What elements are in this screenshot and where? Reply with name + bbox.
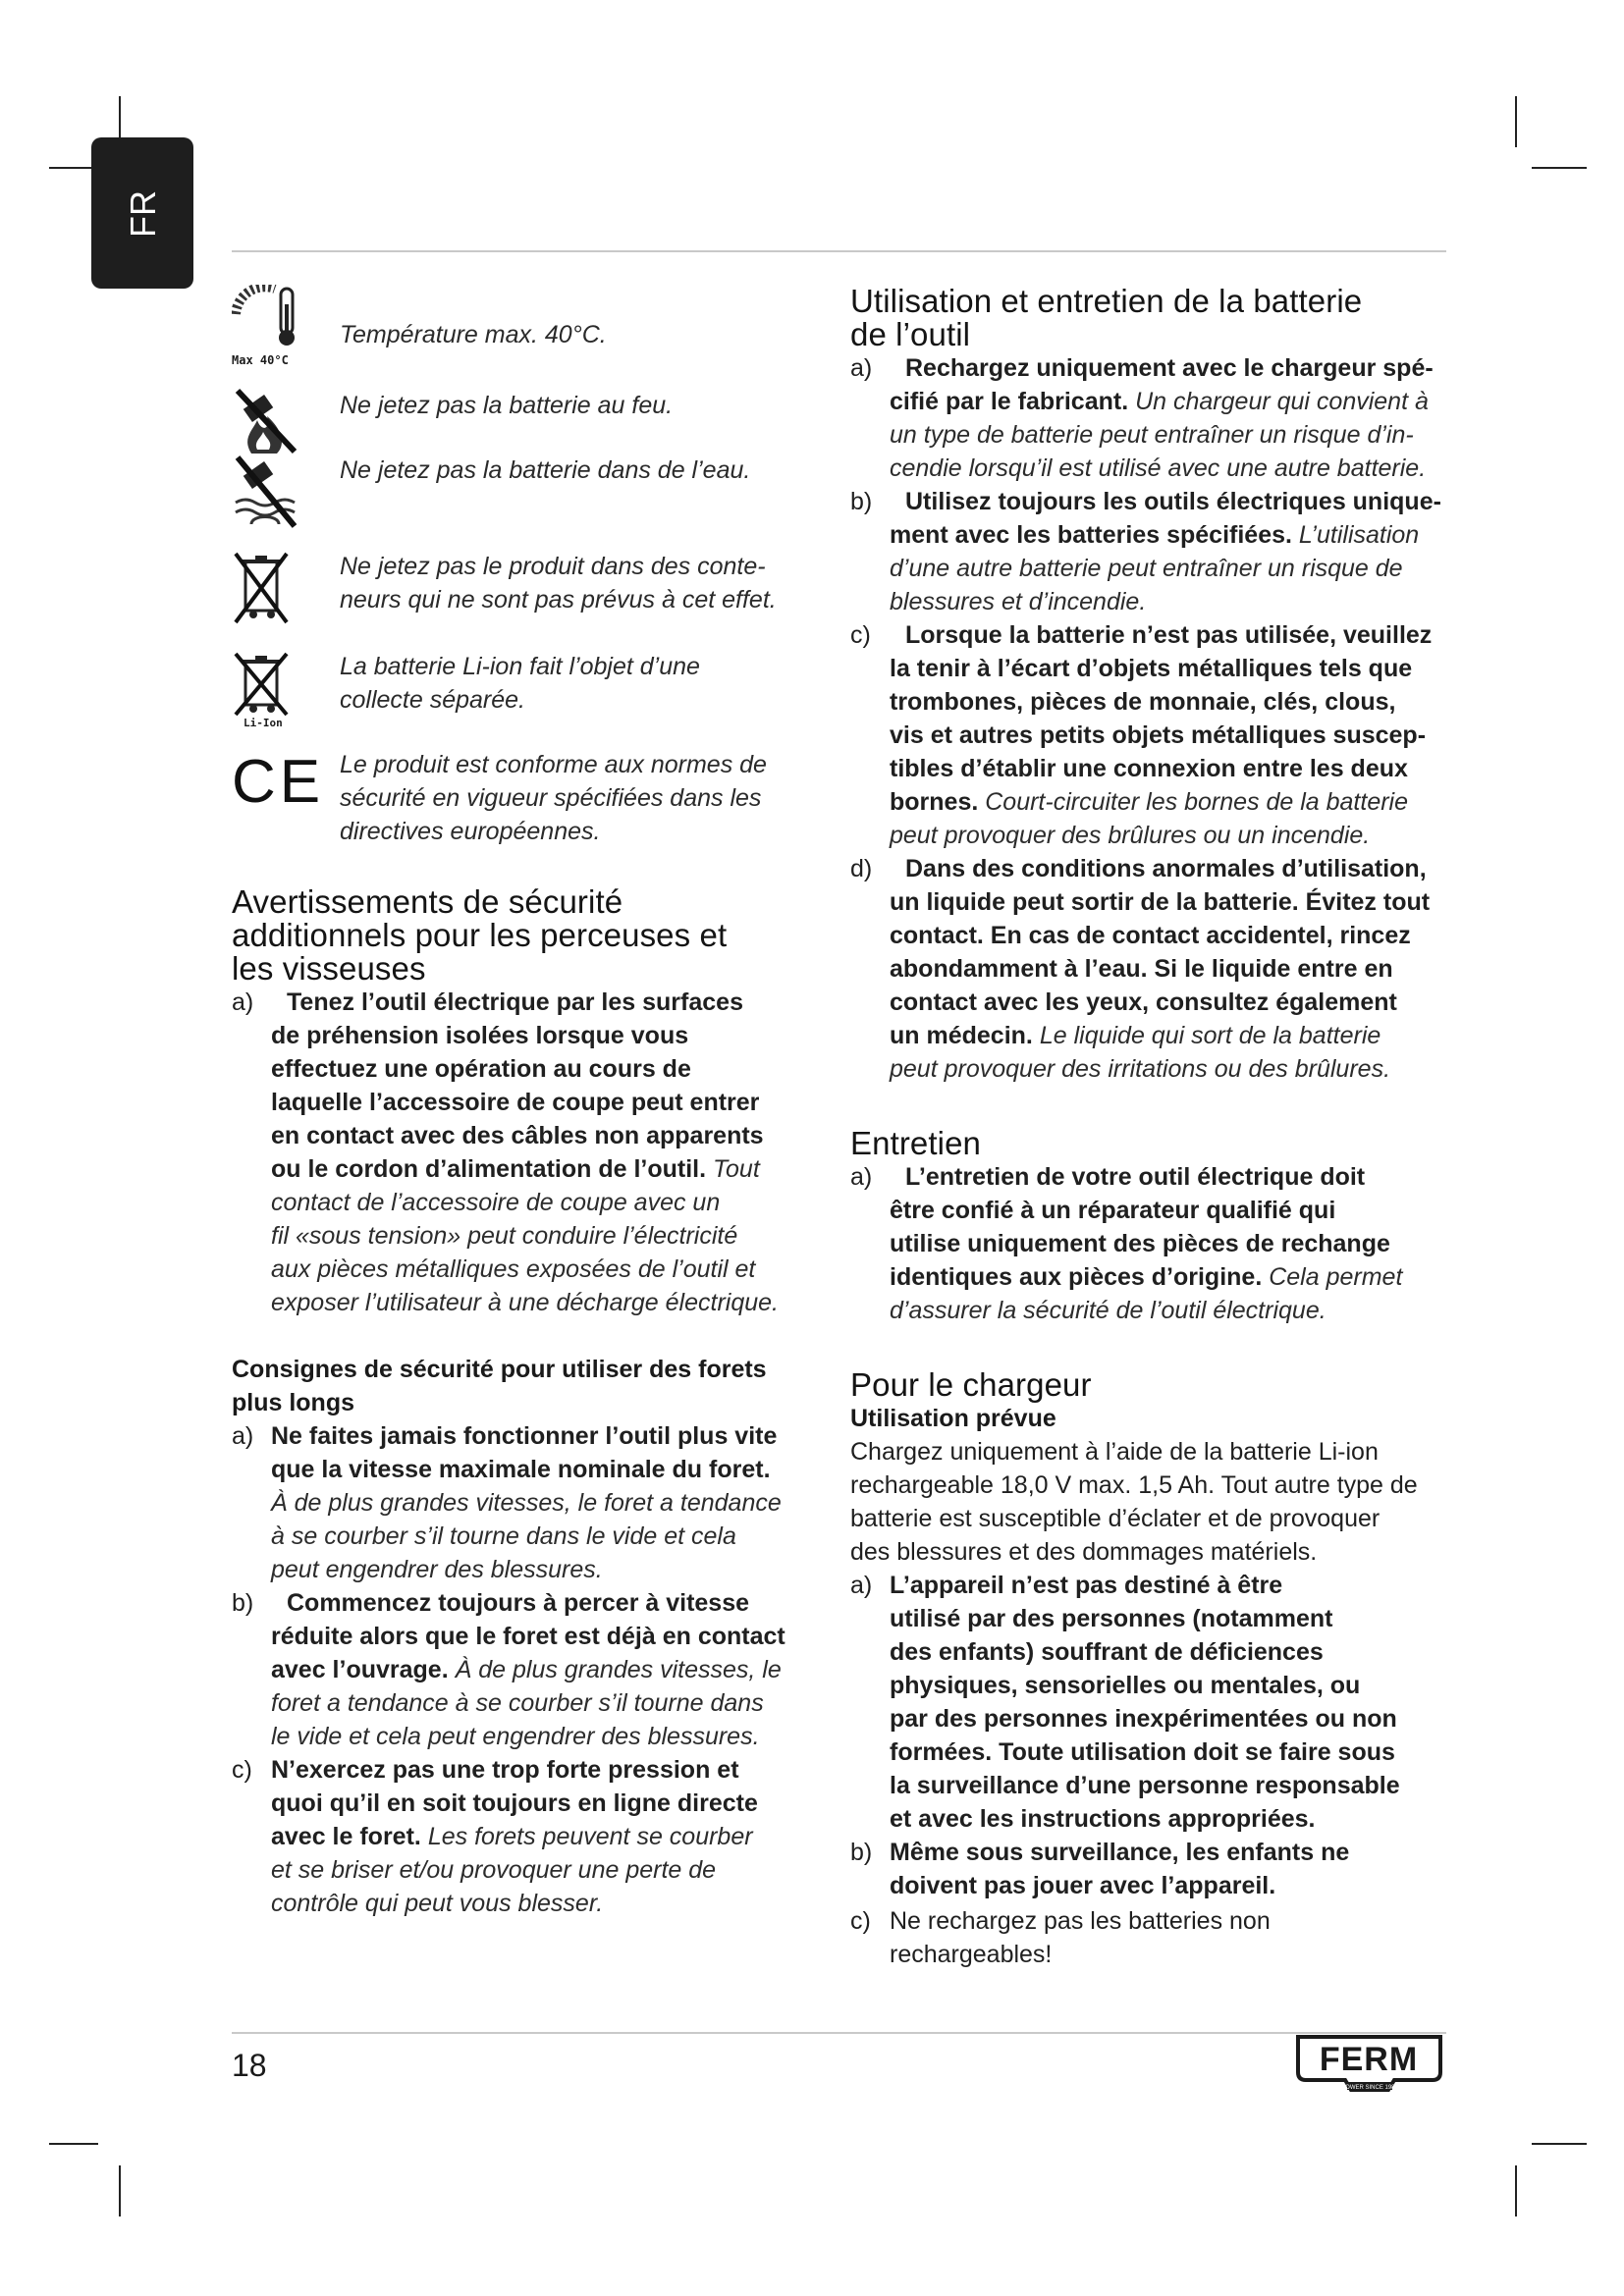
safety-item: a) Tenez l’outil électrique par les surfaces de préhension isolées lorsque vous effectuez une opération au cours de laquelle l’accessoire de coupe peut entrer en contact avec des câbles non apparents ou le cordon d’alimentation de l’outil. Tout contact de l’accessoire de coupe avec un fil «sous tension» peut conduire l’électricité aux pièces métalliques exposées de l’outil et exposer l’utilisateur à une décharge électrique.: [232, 988, 779, 1316]
drill-item: c) N’exercez pas une trop forte pression et quoi qu’il en soit toujours en ligne directe avec le foret. Les forets peuvent se courber et se briser et/ou provoquer une perte de contrôle qui peut vous blesser.: [232, 1756, 758, 1917]
language-code: FR: [123, 190, 163, 238]
crop-mark: [1515, 96, 1517, 147]
no-water-icon: [232, 454, 340, 524]
symbol-row: [232, 548, 831, 650]
battery-item: d) Dans des conditions anormales d’utilisation, un liquide peut sortir de la batterie. Évitez tout contact. En cas de contact accidentel, rincez abondamment à l’eau. Si le liquide entre en contact avec les yeux, consultez également un médecin. Le liquide qui sort de la batterie peut provoquer des irritations ou des brûlures.: [850, 855, 1431, 1083]
symbol-text: Ne jetez pas le produit dans des conte- neurs qui ne sont pas prévus à cet effet.: [340, 553, 777, 614]
symbol-row: [232, 650, 831, 748]
thermometer-icon: [232, 285, 340, 367]
section-title-safety: Avertissements de sécurité additionnels pour les perceuses et les visseuses: [232, 883, 728, 987]
crop-mark: [1515, 2165, 1517, 2216]
no-fire-icon: [232, 387, 340, 457]
page-number: 18: [232, 2048, 267, 2083]
symbol-text: Le produit est conforme aux normes de sécurité en vigueur spécifiées dans les directives européennes.: [340, 751, 767, 845]
crop-mark: [119, 2165, 121, 2216]
symbol-row: [232, 387, 831, 454]
ce-mark-text: CE: [232, 748, 325, 816]
symbol-row: [232, 454, 831, 548]
ferm-logo: [1292, 2033, 1446, 2098]
section-title-charger: Pour le chargeur: [850, 1366, 1092, 1403]
ce-mark-icon: [232, 748, 340, 819]
symbol-text: Ne jetez pas la batterie au feu.: [340, 392, 674, 419]
drill-item: a) Ne faites jamais fonctionner l’outil plus vite que la vitesse maximale nominale du foret. À de plus grandes vitesses, le foret a tendance à se courber s’il tourne dans le vide et cela peut engendrer des blessures.: [232, 1422, 782, 1583]
crop-mark: [1532, 167, 1587, 169]
charger-item: c) Ne rechargez pas les batteries non rechargeables!: [850, 1907, 1271, 1968]
charger-item: b) Même sous surveillance, les enfants ne doivent pas jouer avec l’appareil.: [850, 1839, 1350, 1899]
crop-mark: [1532, 2143, 1587, 2145]
li-ion-label: Li-Ion: [244, 717, 283, 729]
language-tab: [91, 137, 193, 289]
maintenance-item: a) L’entretien de votre outil électrique doit être confié à un réparateur qualifié qui utilise uniquement des pièces de rechange identiques aux pièces d’origine. Cela permet d’assurer la sécurité de l’outil électrique.: [850, 1163, 1403, 1324]
crossed-bin-icon: [232, 548, 340, 618]
crop-mark: [119, 96, 121, 143]
section-title-maintenance: Entretien: [850, 1125, 981, 1161]
battery-item: a) Rechargez uniquement avec le chargeur spé- cifié par le fabricant. Un chargeur qui convient à un type de batterie peut entraîner un risque d’in- cendie lorsqu’il est utilisé avec une autre batterie.: [850, 354, 1434, 482]
battery-item: c) Lorsque la batterie n’est pas utilisée, veuillez la tenir à l’écart d’objets métalliques tels que trombones, pièces de monnaie, clés, clous, vis et autres petits objets métalliques suscep- tibles d’établir une connexion entre les deux bornes. Court-circuiter les bornes de la batterie peut provoquer des brûlures ou un incendie.: [850, 621, 1433, 849]
right-column: [850, 285, 1447, 1971]
symbol-text: La batterie Li-ion fait l’objet d’une collecte séparée.: [340, 653, 700, 714]
symbol-row: [232, 748, 831, 881]
charger-paragraph: Chargez uniquement à l’aide de la batterie Li-ion rechargeable 18,0 V max. 1,5 Ah. Tout autre type de batterie est susceptible d’éclater et de provoquer des blessures et des dommages matériels.: [850, 1438, 1418, 1566]
section-title-battery: Utilisation et entretien de la batterie de l’outil: [850, 283, 1363, 352]
logo-brand-text: FERM: [1319, 2041, 1419, 2078]
crop-mark: [49, 2143, 98, 2145]
battery-item: b) Utilisez toujours les outils électriques unique- ment avec les batteries spécifiées. L’utilisation d’une autre batterie peut entraîner un risque de blessures et d’incendie.: [850, 488, 1441, 615]
symbol-text: Ne jetez pas la batterie dans de l’eau.: [340, 456, 751, 484]
left-column: [232, 285, 831, 1920]
symbol-row: [232, 285, 831, 387]
symbol-text: Température max. 40°C.: [340, 321, 607, 348]
li-ion-bin-icon: [232, 650, 340, 729]
footer-rule: [232, 2032, 1446, 2034]
header-rule: [232, 250, 1446, 252]
drill-item: b) Commencez toujours à percer à vitesse réduite alors que le foret est déjà en contact avec l’ouvrage. À de plus grandes vitesses, le foret a tendance à se courber s’il tourne dans le vide et cela peut engendrer des blessures.: [232, 1589, 785, 1750]
charger-item: a) L’appareil n’est pas destiné à être utilisé par des personnes (notamment des enfants) souffrant de déficiences physiques, sensorielles ou mentales, ou par des personnes inexpérimentées ou non formées. Toute utilisation doit se faire sous la surveillance d’une personne responsable et avec les instructions appropriées.: [850, 1572, 1400, 1833]
thermometer-label: Max 40°C: [232, 353, 289, 367]
logo-tagline-text: POWER SINCE 1985: [1341, 2085, 1398, 2091]
section-title-drills: Consignes de sécurité pour utiliser des forets plus longs: [232, 1356, 767, 1416]
section-subtitle-intended-use: Utilisation prévue: [850, 1405, 1056, 1432]
